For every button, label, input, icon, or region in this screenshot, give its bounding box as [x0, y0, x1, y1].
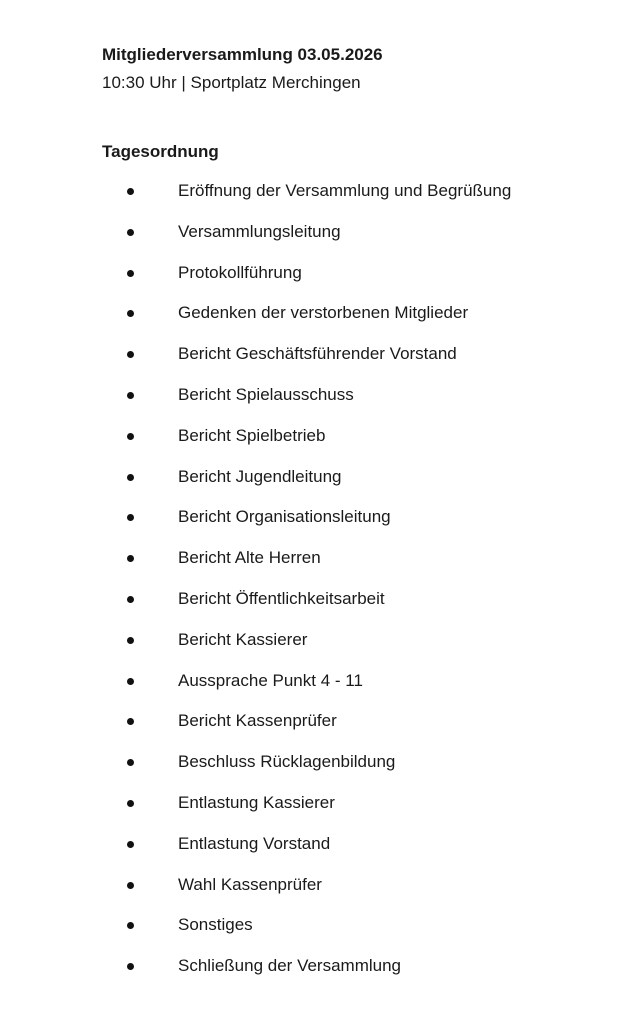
agenda-item-label: Schließung der Versammlung: [178, 956, 402, 976]
agenda-item-label: Bericht Kassierer: [178, 629, 308, 649]
agenda-item-label: Versammlungsleitung: [178, 221, 341, 241]
bullet-icon: [127, 882, 134, 889]
list-item: [0, 262, 637, 303]
list-item: [0, 221, 637, 262]
agenda-item-label: Eröffnung der Versammlung und Begrüßung: [178, 181, 512, 200]
bullet-icon: [127, 351, 134, 358]
bullet-icon: [127, 800, 134, 807]
bullet-icon: [127, 474, 134, 481]
list-item: [0, 833, 637, 874]
list-item: [0, 343, 637, 384]
bullet-icon: [127, 229, 134, 236]
list-item: [0, 547, 637, 588]
agenda-item-label: Aussprache Punkt 4 - 11: [178, 670, 363, 690]
document-subtitle: 10:30 Uhr | Sportplatz Merchingen: [102, 73, 361, 92]
bullet-icon: [127, 310, 134, 317]
list-item: [0, 506, 637, 547]
list-item: [0, 466, 637, 507]
bullet-icon: [127, 963, 134, 970]
agenda-item-label: Bericht Alte Herren: [178, 548, 321, 568]
list-item: [0, 874, 637, 915]
list-item: [0, 751, 637, 792]
agenda-item-label: Bericht Organisationsleitung: [178, 507, 391, 527]
list-item: [0, 710, 637, 751]
bullet-icon: [127, 678, 134, 685]
agenda-item-label: Wahl Kassenprüfer: [178, 874, 322, 894]
bullet-icon: [127, 270, 134, 277]
list-item: [0, 914, 637, 955]
bullet-icon: [127, 555, 134, 562]
bullet-icon: [127, 759, 134, 766]
bullet-icon: [127, 718, 134, 725]
agenda-heading: Tagesordnung: [102, 142, 219, 161]
agenda-list: [0, 180, 637, 996]
bullet-icon: [127, 596, 134, 603]
bullet-icon: [127, 841, 134, 848]
document-title: Mitgliederversammlung 03.05.2026: [102, 45, 383, 64]
agenda-item-label: Bericht Kassenprüfer: [178, 711, 337, 731]
list-item: [0, 180, 637, 221]
agenda-item-label: Bericht Spielbetrieb: [178, 425, 326, 445]
list-item: [0, 588, 637, 629]
bullet-icon: [127, 392, 134, 399]
agenda-item-label: Bericht Geschäftsführender Vorstand: [178, 344, 457, 364]
agenda-item-label: Bericht Öffentlichkeitsarbeit: [178, 588, 385, 608]
list-item: [0, 384, 637, 425]
list-item: [0, 425, 637, 466]
agenda-item-label: Sonstiges: [178, 915, 253, 935]
agenda-item-label: Protokollführung: [178, 262, 302, 282]
agenda-item-label: Entlastung Vorstand: [178, 833, 331, 853]
bullet-icon: [127, 637, 134, 644]
agenda-item-label: Entlastung Kassierer: [178, 792, 335, 812]
bullet-icon: [127, 433, 134, 440]
agenda-item-label: Bericht Jugendleitung: [178, 466, 342, 486]
bullet-icon: [127, 514, 134, 521]
list-item: [0, 670, 637, 711]
agenda-item-label: Bericht Spielausschuss: [178, 384, 354, 404]
agenda-item-label: Beschluss Rücklagenbildung: [178, 752, 396, 772]
bullet-icon: [127, 188, 134, 195]
list-item: [0, 955, 637, 996]
bullet-icon: [127, 922, 134, 929]
agenda-item-label: Gedenken der verstorbenen Mitglieder: [178, 303, 469, 323]
list-item: [0, 629, 637, 670]
list-item: [0, 792, 637, 833]
list-item: [0, 302, 637, 343]
